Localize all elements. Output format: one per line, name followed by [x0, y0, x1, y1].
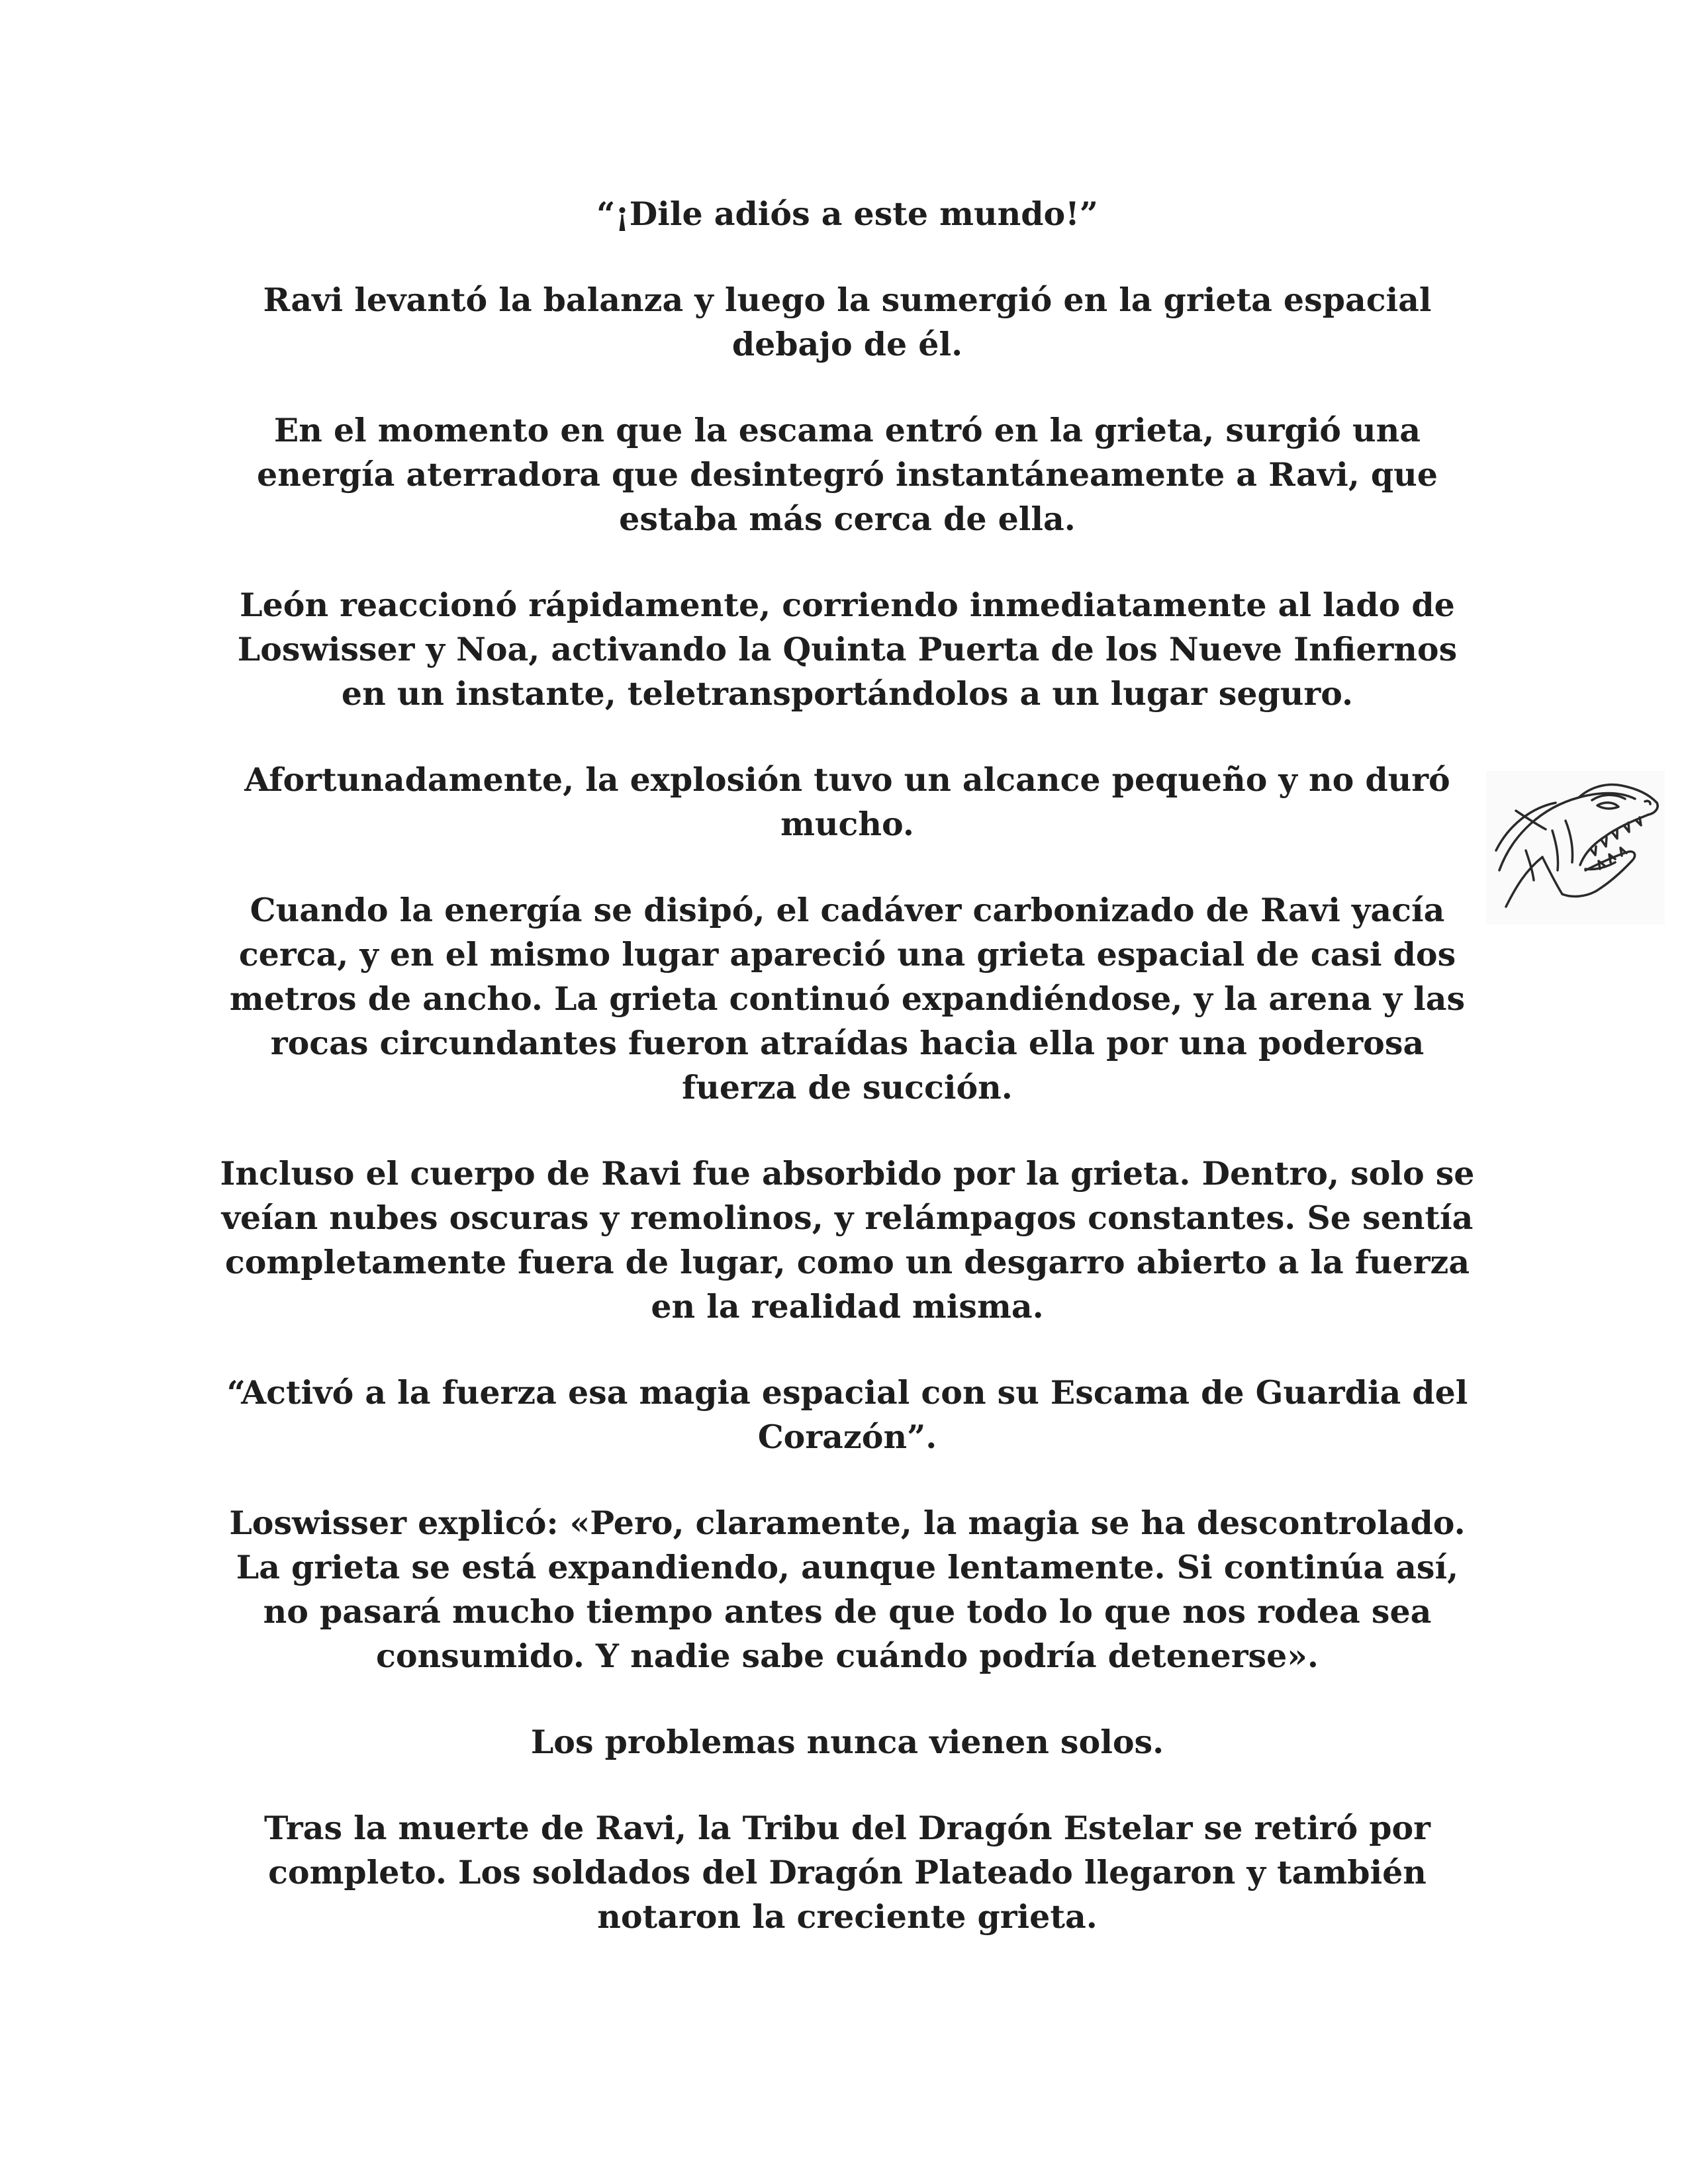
paragraph: Tras la muerte de Ravi, la Tribu del Dragón Estelar se retiró por completo. Los soldados del Dragón Plateado llegaron y también notaron la creciente grieta. [263, 1809, 1430, 1936]
paragraph: Cuando la energía se disipó, el cadáver carbonizado de Ravi yacía cerca, y en el mismo lugar apareció una grieta espacial de casi dos metros de ancho. La grieta continuó expandiéndose, y la arena y las rocas circundantes fueron atraídas hacia ella por una poderosa fuerza de succión. [229, 891, 1466, 1107]
paragraph: Ravi levantó la balanza y luego la sumergió en la grieta espacial debajo de él. [263, 281, 1432, 363]
paragraph: “Activó a la fuerza esa magia espacial con su Escama de Guardia del Corazón”. [226, 1373, 1468, 1456]
story-text [218, 192, 1476, 1939]
paragraph: Afortunadamente, la explosión tuvo un alcance pequeño y no duró mucho. [244, 760, 1450, 843]
paragraph: En el momento en que la escama entró en la grieta, surgió una energía aterradora que desintegró instantáneamente a Ravi, que estaba más cerca de ella. [257, 411, 1438, 538]
paragraph: Los problemas nunca vienen solos. [530, 1723, 1164, 1761]
paragraph: “¡Dile adiós a este mundo!” [596, 195, 1098, 233]
paragraph: Incluso el cuerpo de Ravi fue absorbido por la grieta. Dentro, solo se veían nubes oscuras y remolinos, y relámpagos constantes. Se sentía completamente fuera de lugar, como un desgarro abierto a la fuerza en la realidad misma. [220, 1154, 1475, 1326]
paragraph: León reaccionó rápidamente, corriendo inmediatamente al lado de Loswisser y Noa, activando la Quinta Puerta de los Nueve Infiernos en un instante, teletransportándolos a un lugar seguro. [237, 586, 1458, 713]
dragon-head-sketch-icon [1486, 771, 1665, 925]
paragraph: Loswisser explicó: «Pero, claramente, la magia se ha descontrolado. La grieta se está expandiendo, aunque lentamente. Si continúa así, no pasará mucho tiempo antes de que todo lo que nos rodea sea consumido. Y nadie sabe cuándo podría detenerse». [229, 1504, 1466, 1675]
